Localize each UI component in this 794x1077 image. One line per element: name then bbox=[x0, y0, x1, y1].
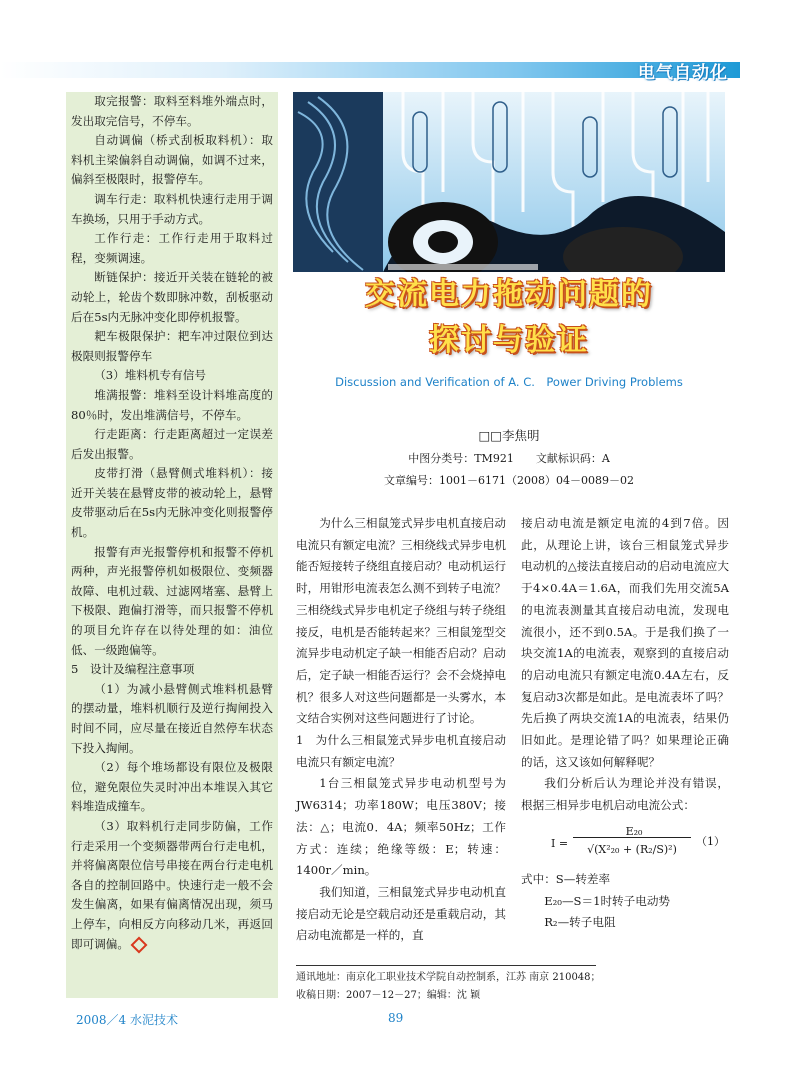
paragraph: 1台三相鼠笼式异步电动机型号为JW6314；功率180W；电压380V；接法：△；电流0．4A；频率50Hz；工作方式：连续；绝缘等级：E；转速：1400r／min。 bbox=[296, 776, 506, 878]
paragraph: 我们知道，三相鼠笼式异步电动机直接启动无论是空载启动还是重载启动，其启动电流都是一样的，直 bbox=[296, 884, 506, 943]
footnote-divider bbox=[296, 965, 596, 966]
fraction-bar bbox=[573, 837, 691, 838]
header-bar bbox=[0, 62, 740, 78]
paragraph: 断链保护：接近开关装在链轮的被动轮上，轮齿个数即脉冲数，刮板驱动后在5s内无脉冲变化即停机报警。 bbox=[71, 270, 273, 324]
section-title: 电气自动化 bbox=[638, 63, 728, 83]
footnote-dates: 收稿日期：2007－12－27；编辑：沈 颖 bbox=[296, 990, 481, 1001]
paragraph: 接启动电流是额定电流的4到7倍。因此，从理论上讲，该台三相鼠笼式异步电动机的△接法直接启动的启动电流应大于4×0.4A＝1.6A，而我们先用交流5A的电流表测量其直接启动电流，发现电流很小，还不到0.5A。于是我们换了一块交流1A的电流表，观察到的直接启动的启动电流只有额定电流0.4A左右，反复启动3次都是如此。是电流表坏了吗？先后换了两块交流1A的电流表，结果仍旧如此。是理论错了吗？如果理论正确的话，这又该如何解释呢？ bbox=[521, 516, 729, 769]
paragraph: 调车行走：取料机快速行走用于调车换场，只用于手动方式。 bbox=[71, 191, 273, 226]
left-column bbox=[66, 92, 278, 998]
formula-note: R₂—转子电阻 bbox=[544, 915, 616, 930]
article-number: 文章编号：1001－6171（2008）04－0089－02 bbox=[384, 474, 634, 487]
footnote bbox=[296, 969, 726, 1005]
journal-issue: 2008／4 水泥技术 bbox=[76, 1013, 178, 1027]
hero-art bbox=[293, 92, 725, 272]
section-heading: 1 为什么三相鼠笼式异步电机直接启动电流只有额定电流？ bbox=[296, 733, 506, 769]
page-number: 89 bbox=[388, 1011, 404, 1025]
paragraph: （1）为减小悬臂侧式堆料机悬臂的摆动量，堆料机顺行及逆行掏闸投入时间不同，应尽量在接近自然停车状态下投入掏闸。 bbox=[71, 681, 273, 755]
paragraph: 取完报警：取料至料堆外端点时，发出取完信号，不停车。 bbox=[71, 94, 273, 128]
section-heading: 5 设计及编程注意事项 bbox=[71, 662, 195, 677]
paragraph: 堆满报警：堆料至设计料堆高度的80％时，发出堆满信号，不停车。 bbox=[71, 387, 273, 422]
title-line-2: 探讨与验证 bbox=[429, 323, 589, 358]
paragraph: 我们分析后认为理论并没有错误，根据三相异步电机启动电流公式： bbox=[521, 776, 729, 813]
body-column-2 bbox=[296, 513, 506, 947]
paragraph: 行走距离：行走距离超过一定误差后发出报警。 bbox=[71, 427, 273, 461]
formula bbox=[521, 823, 729, 867]
formula-lhs: I = bbox=[551, 836, 569, 850]
author: □□李焦明 bbox=[478, 428, 540, 443]
footnote-address: 通讯地址：南京化工职业技术学院自动控制系，江苏 南京 210048； bbox=[296, 972, 601, 983]
formula-note: 式中：S—转差率 bbox=[521, 871, 611, 886]
formula-denominator: √(X²₂₀ + (R₂/S)²) bbox=[587, 842, 677, 856]
end-mark-icon bbox=[130, 936, 147, 953]
title-line-1: 交流电力拖动问题的 bbox=[365, 277, 653, 312]
formula-numerator: E₂₀ bbox=[625, 824, 643, 838]
paragraph-text: （3）取料机行走同步防偏，工作行走采用一个变频器带两台行走电机，并将偏离限位信号串接在两台行走电机各自的控制回路中。快速行走一般不会发生偏离，如果有偏离情况出现，须马上停车，向相反方向移动几米，再返回即可调偏。 bbox=[71, 818, 273, 951]
english-subtitle: Discussion and Verification of A. C. Power Driving Problems bbox=[335, 375, 683, 389]
paragraph: 报警有声光报警停机和报警不停机两种，声光报警停机如极限位、变频器故障、电机过载、过滤网堵塞、悬臂上下极限、跑偏打滑等，而只报警不停机的项目允许存在以待处理的如：油位低、一级跑偏等。 bbox=[71, 544, 273, 657]
article-title bbox=[293, 272, 725, 364]
hero-illustration bbox=[293, 92, 725, 272]
classification: 中图分类号：TM921 文献标识码：A bbox=[408, 452, 610, 465]
paragraph: 为什么三相鼠笼式异步电机直接启动电流只有额定电流？三相绕线式异步电机能否短接转子绕组直接启动？电动机运行时，用钳形电流表怎么测不到转子电流？三相绕线式异步电机定子绕组与转子绕组接反，电机是否能转起来？三相鼠笼型交流异步电动机定子缺一相能否启动？启动后，定子缺一相能否运行？会不会烧掉电机？很多人对这些问题都是一头雾水，本文结合实例对这些问题进行了讨论。 bbox=[296, 516, 506, 726]
paragraph: （3）堆料机专有信号 bbox=[94, 368, 206, 383]
paragraph bbox=[71, 817, 273, 954]
equation-number: （1） bbox=[696, 834, 725, 848]
formula-note: E₂₀—S＝1时转子电动势 bbox=[544, 893, 671, 908]
paragraph: 自动调偏（桥式刮板取料机）：取料机主梁偏斜自动调偏，如调不过来，偏斜至极限时，报警停车。 bbox=[71, 133, 273, 187]
paragraph: 皮带打滑（悬臂侧式堆料机）：接近开关装在悬臂皮带的被动轮上，悬臂皮带驱动后在5s内无脉冲变化则报警停机。 bbox=[71, 466, 273, 540]
paragraph: （2）每个堆场都设有限位及极限位，避免限位失灵时冲出本堆误入其它料堆造成撞车。 bbox=[71, 760, 273, 814]
body-column-3 bbox=[521, 513, 729, 934]
paragraph: 工作行走：工作行走用于取料过程，变频调速。 bbox=[71, 231, 273, 265]
paragraph: 耙车极限保护：耙车冲过限位到达极限则报警停车 bbox=[71, 329, 273, 363]
